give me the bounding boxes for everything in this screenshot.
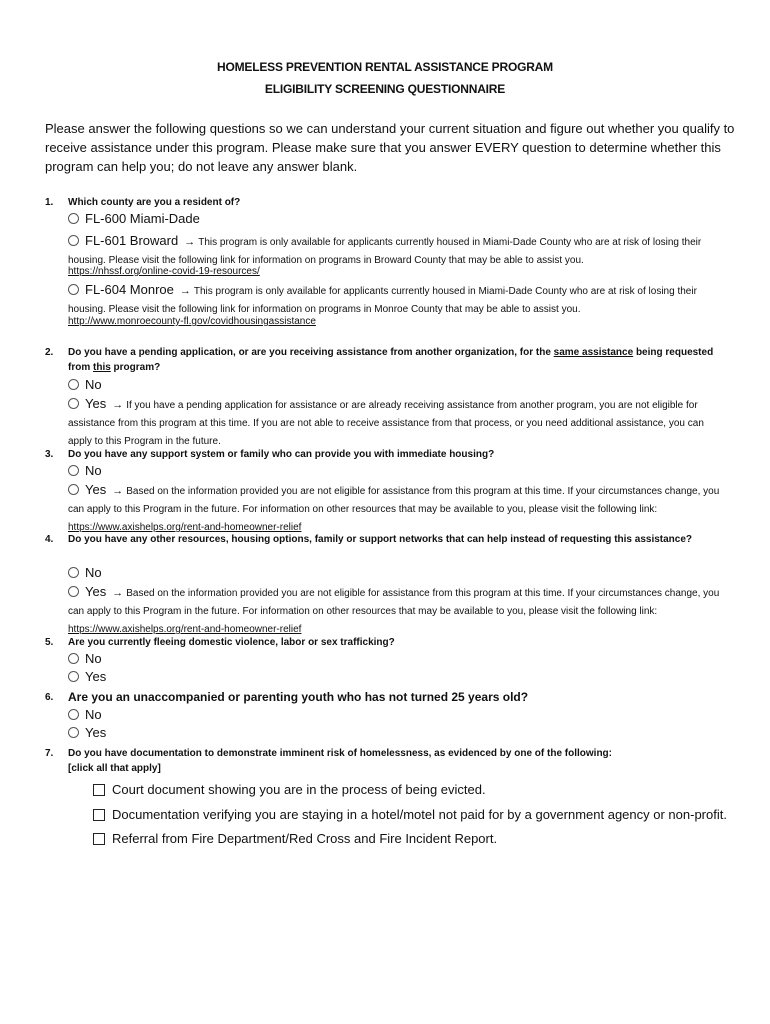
question-text: Which county are you a resident of? bbox=[68, 197, 241, 208]
question-text-part: being requested from bbox=[68, 347, 714, 373]
radio-button-icon[interactable] bbox=[68, 213, 79, 224]
page-subtitle: ELIGIBILITY SCREENING QUESTIONNAIRE bbox=[264, 82, 506, 96]
question-text-part: program? bbox=[110, 362, 161, 373]
question-number: 6. bbox=[45, 692, 54, 703]
q6-option-yes[interactable] bbox=[68, 725, 728, 741]
option-label: Yes bbox=[85, 482, 107, 497]
question-number: 1. bbox=[45, 197, 54, 208]
q2-option-yes[interactable] bbox=[68, 396, 728, 450]
q4-option-yes[interactable] bbox=[68, 584, 728, 638]
q2-option-no[interactable] bbox=[68, 377, 728, 393]
q4-option-no[interactable] bbox=[68, 565, 728, 581]
question-text: Are you an unaccompanied or parenting youth who has not turned 25 years old? bbox=[68, 690, 529, 704]
option-note: This program is only available for applicants currently housed in Miami-Dade County who are at risk of losing their housing. Please visit the following link for information on programs in Monroe County that may be able to assist you. bbox=[68, 286, 697, 315]
q7-option-hotel-documentation[interactable] bbox=[93, 806, 733, 823]
radio-button-icon[interactable] bbox=[68, 709, 79, 720]
q3-option-no[interactable] bbox=[68, 463, 728, 479]
checkbox-icon[interactable] bbox=[93, 833, 105, 845]
question-number: 2. bbox=[45, 347, 54, 358]
question-instruction: [click all that apply] bbox=[68, 763, 161, 774]
radio-button-icon[interactable] bbox=[68, 284, 79, 295]
q1-option-monroe[interactable] bbox=[68, 282, 728, 318]
option-label: FL-600 Miami-Dade bbox=[85, 211, 200, 226]
question-text: Do you have any other resources, housing options, family or support networks that can help instead of requesting this assistance? bbox=[68, 534, 693, 545]
option-label: FL-604 Monroe bbox=[85, 282, 174, 297]
radio-button-icon[interactable] bbox=[68, 398, 79, 409]
radio-button-icon[interactable] bbox=[68, 671, 79, 682]
radio-button-icon[interactable] bbox=[68, 586, 79, 597]
option-label: Documentation verifying you are staying in a hotel/motel not paid for by a government agency or non-profit. bbox=[112, 807, 727, 822]
q7-option-court-document[interactable] bbox=[93, 781, 733, 798]
option-label: FL-601 Broward bbox=[85, 233, 179, 248]
checkbox-icon[interactable] bbox=[93, 809, 105, 821]
broward-resources-link[interactable]: https://nhssf.org/online-covid-19-resources/ bbox=[68, 266, 260, 277]
option-label: No bbox=[85, 651, 102, 666]
question-number: 3. bbox=[45, 449, 54, 460]
right-arrow-icon: → bbox=[112, 587, 124, 599]
q1-option-miami-dade[interactable] bbox=[68, 211, 728, 227]
axis-relief-link[interactable]: https://www.axishelps.org/rent-and-homeowner-relief bbox=[68, 624, 302, 635]
option-note: This program is only available for applicants currently housed in Miami-Dade County who are at risk of losing their housing. Please visit the following link for information on programs in Broward County that may be able to assist you. bbox=[68, 237, 702, 266]
q7-option-fire-referral[interactable] bbox=[93, 830, 733, 847]
question-emphasis: same assistance bbox=[553, 347, 634, 358]
monroe-resources-link[interactable]: http://www.monroecounty-fl.gov/covidhousingassistance bbox=[68, 316, 316, 327]
q3-option-yes[interactable] bbox=[68, 482, 728, 536]
checkbox-icon[interactable] bbox=[93, 784, 105, 796]
radio-button-icon[interactable] bbox=[68, 465, 79, 476]
question-emphasis: this bbox=[93, 362, 111, 373]
q5-option-no[interactable] bbox=[68, 651, 728, 667]
option-note: Based on the information provided you are not eligible for assistance from this program at this time. If your circumstances change, you can apply to this Program in the future. For information on other resources that may be available to you, please visit the following link: bbox=[68, 486, 720, 515]
question-text: Are you currently fleeing domestic violence, labor or sex trafficking? bbox=[68, 637, 395, 648]
question-text bbox=[68, 746, 723, 776]
intro-paragraph: Please answer the following questions so we can understand your current situation and figure out whether you qualify to receive assistance under this program. Please make sure that you answer EVERY question to determine whether this program can help you; do not leave any answer blank. bbox=[45, 121, 735, 174]
right-arrow-icon: → bbox=[184, 236, 196, 248]
option-label: No bbox=[85, 463, 102, 478]
option-label: Yes bbox=[85, 396, 107, 411]
question-text bbox=[68, 345, 723, 375]
option-label: Yes bbox=[85, 725, 107, 740]
q5-option-yes[interactable] bbox=[68, 669, 728, 685]
axis-relief-link[interactable]: https://www.axishelps.org/rent-and-homeowner-relief bbox=[68, 522, 302, 533]
page-title: HOMELESS PREVENTION RENTAL ASSISTANCE PROGRAM bbox=[217, 60, 553, 74]
radio-button-icon[interactable] bbox=[68, 484, 79, 495]
radio-button-icon[interactable] bbox=[68, 235, 79, 246]
question-number: 4. bbox=[45, 534, 54, 545]
question-text-part: Do you have documentation to demonstrate imminent risk of homelessness, as evidenced by one of the following: bbox=[68, 748, 612, 759]
q6-option-no[interactable] bbox=[68, 707, 728, 723]
question-text-part: Do you have a pending application, or are you receiving assistance from another organization, for the bbox=[68, 347, 554, 358]
radio-button-icon[interactable] bbox=[68, 379, 79, 390]
option-note: If you have a pending application for assistance or are already receiving assistance from another program, you are not eligible for assistance from this program at this time. If you are not able to receive assistance from that process, or you need additional assistance, you can apply to this Program in the future. bbox=[68, 400, 704, 447]
option-label: Referral from Fire Department/Red Cross and Fire Incident Report. bbox=[112, 831, 498, 846]
question-text: Do you have any support system or family who can provide you with immediate housing? bbox=[68, 449, 495, 460]
right-arrow-icon: → bbox=[112, 485, 124, 497]
option-label: Court document showing you are in the process of being evicted. bbox=[112, 782, 486, 797]
option-label: Yes bbox=[85, 584, 107, 599]
option-note: Based on the information provided you are not eligible for assistance from this program at this time. If your circumstances change, you can apply to this Program in the future. For information on other resources that may be available to you, please visit the following link: bbox=[68, 588, 720, 617]
q1-monroe-link-line bbox=[68, 314, 728, 330]
option-label: No bbox=[85, 707, 102, 722]
radio-button-icon[interactable] bbox=[68, 567, 79, 578]
option-label: Yes bbox=[85, 669, 107, 684]
right-arrow-icon: → bbox=[179, 285, 191, 297]
right-arrow-icon: → bbox=[112, 399, 124, 411]
question-number: 7. bbox=[45, 748, 54, 759]
option-label: No bbox=[85, 377, 102, 392]
question-number: 5. bbox=[45, 637, 54, 648]
q1-broward-link-line bbox=[68, 264, 728, 280]
radio-button-icon[interactable] bbox=[68, 653, 79, 664]
option-label: No bbox=[85, 565, 102, 580]
radio-button-icon[interactable] bbox=[68, 727, 79, 738]
